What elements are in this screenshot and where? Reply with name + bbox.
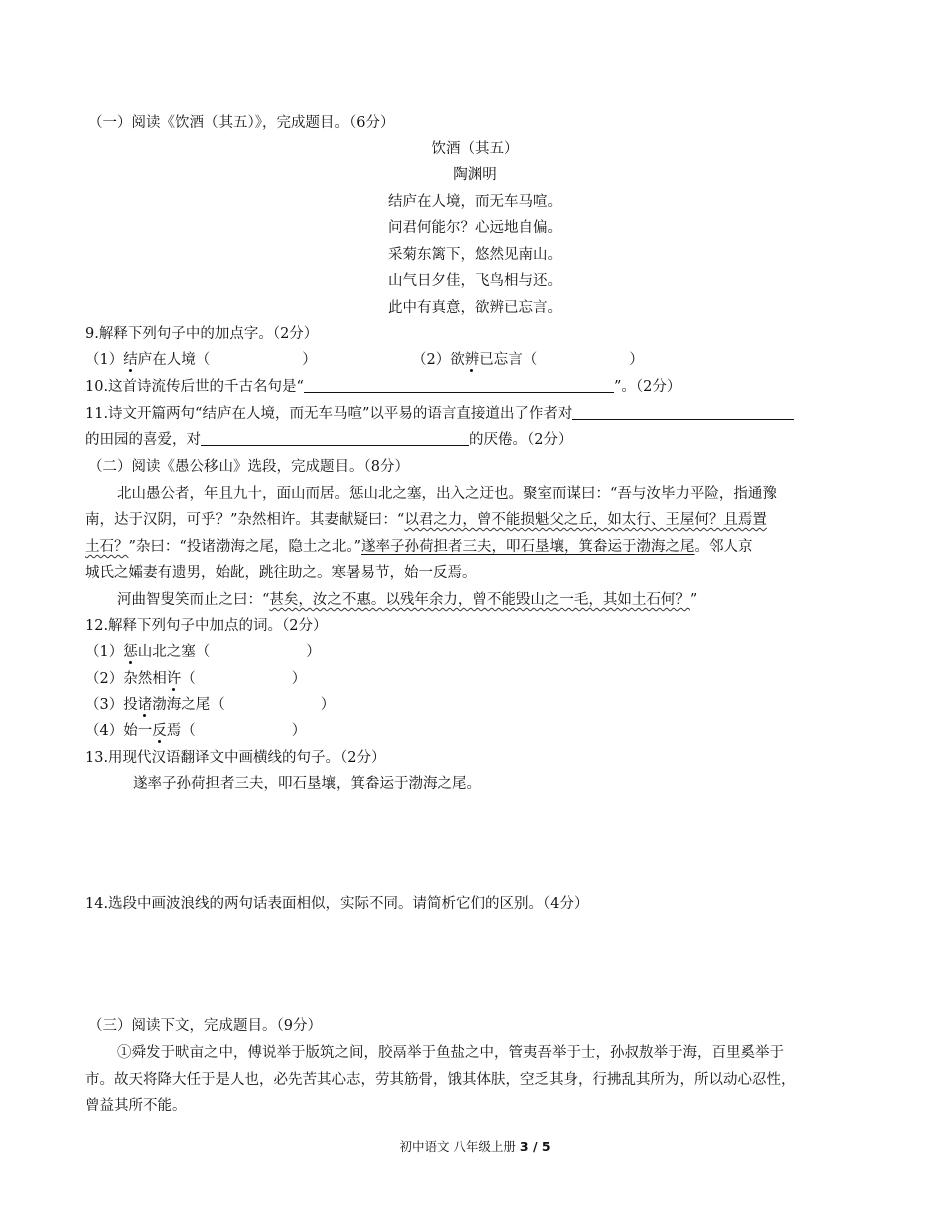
q11-line-2: 的田园的喜爱，对 的厌倦。（2分） — [85, 427, 572, 453]
poem-line: 山气日夕佳，飞鸟相与还。 — [388, 273, 562, 289]
section-1-heading: （一）阅读《饮酒（其五）》，完成题目。（6分） — [88, 115, 395, 131]
dotted-char: 许 — [166, 671, 182, 687]
dotted-char: 结 — [123, 352, 138, 368]
answer-blank[interactable] — [572, 402, 794, 420]
poem-title: 饮酒（其五） — [431, 141, 519, 157]
passage-line: 城氏之孀妻有遗男，始龀，跳往助之。寒暑易节，始一反焉。 — [85, 565, 477, 581]
q9-item-1: （1）结庐在人境（ ） — [85, 352, 317, 368]
dotted-char: 诸 — [137, 697, 153, 713]
answer-area[interactable] — [85, 800, 867, 886]
dotted-char: 辨 — [464, 352, 480, 368]
q12-stem: 12.解释下列句子中加点的词。（2分） — [85, 618, 328, 634]
passage-line: 市。故天将降大任于是人也，必先苦其心志，劳其筋骨，饿其体肤，空乏其身，行拂乱其所为，所以动心忍性， — [85, 1072, 796, 1088]
wavy-underlined-sentence: 土石？ — [85, 539, 129, 555]
page-footer: 初中语文 八年级上册 3 / 5 — [399, 1139, 551, 1154]
passage-line: 南，达于汉阴，可乎？”杂然相许。其妻献疑曰：“以君之力，曾不能损魁父之丘，如太行、王屋何？且焉置 — [85, 512, 767, 528]
answer-blank[interactable] — [304, 375, 614, 393]
wavy-underlined-sentence: 甚矣，汝之不惠。以残年余力，曾不能毁山之一毛，其如土石何？ — [269, 592, 690, 608]
passage-line: 河曲智叟笑而止之曰：“甚矣，汝之不惠。以残年余力，曾不能毁山之一毛，其如土石何？” — [117, 592, 698, 608]
poem-author: 陶渊明 — [453, 167, 497, 183]
q12-item-2: （2）杂然相许（ ） — [85, 671, 307, 687]
q13-sentence: 遂率子孙荷担者三夫，叩石垦壤，箕畚运于渤海之尾。 — [133, 776, 481, 792]
q12-item-4: （4）始一反焉（ ） — [85, 723, 307, 739]
passage-line: 北山愚公者，年且九十，面山而居。惩山北之塞，出入之迂也。聚室而谋曰：“吾与汝毕力平险，指通豫 — [117, 486, 777, 502]
dotted-char: 反 — [152, 723, 167, 739]
poem-line: 采菊东篱下，悠然见南山。 — [388, 247, 562, 263]
passage-line: 土石？”杂曰：“投诸渤海之尾，隐土之北。”遂率子孙荷担者三夫，叩石垦壤，箕畚运于渤海之尾。邻人京 — [85, 539, 753, 555]
q14-stem: 14.选段中画波浪线的两句话表面相似，实际不同。请简析它们的区别。（4分） — [85, 896, 589, 912]
q12-item-3: （3）投诸渤海之尾（ ） — [85, 697, 336, 713]
wavy-underlined-sentence: 以君之力，曾不能损魁父之丘，如太行、王屋何？且焉置 — [404, 512, 767, 528]
poem-line: 问君何能尔？心远地自偏。 — [388, 220, 562, 236]
passage-line: ①舜发于畎亩之中，傅说举于版筑之间，胶鬲举于鱼盐之中，管夷吾举于士，孙叔敖举于海，百里奚举于 — [117, 1045, 784, 1061]
q10-line: 10.这首诗流传后世的千古名句是“ ”。（2分） — [85, 374, 681, 400]
q9-stem: 9.解释下列句子中的加点字。（2分） — [85, 326, 319, 342]
passage-line: 曾益其所不能。 — [85, 1098, 187, 1114]
page-number: 3 / 5 — [519, 1139, 551, 1154]
q13-stem: 13.用现代汉语翻译文中画横线的句子。（2分） — [85, 750, 386, 766]
section-3-heading: （三）阅读下文，完成题目。（9分） — [88, 1018, 322, 1034]
section-2-heading: （二）阅读《愚公移山》选段，完成题目。（8分） — [88, 459, 409, 475]
q12-item-1: （1）惩山北之塞（ ） — [85, 644, 321, 660]
q9-item-2: （2）欲辨已忘言（ ） — [412, 352, 644, 368]
poem-line: 此中有真意，欲辨已忘言。 — [388, 300, 562, 316]
q11-line-1: 11.诗文开篇两句“结庐在人境，而无车马喧”以平易的语言直接道出了作者对 — [85, 401, 794, 427]
poem-line: 结庐在人境，而无车马喧。 — [388, 194, 562, 210]
dotted-char: 惩 — [123, 644, 138, 660]
underlined-sentence: 遂率子孙荷担者三夫，叩石垦壤，箕畚运于渤海之尾 — [361, 539, 695, 555]
answer-blank[interactable] — [201, 428, 469, 446]
answer-area[interactable] — [85, 920, 867, 1010]
